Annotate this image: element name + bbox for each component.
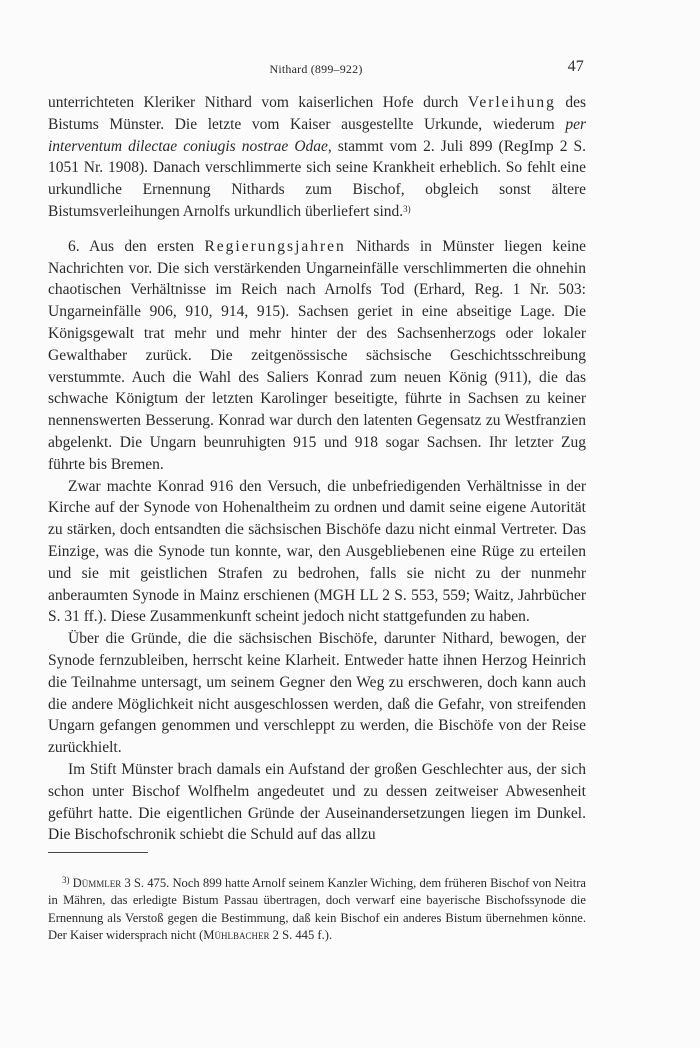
text-run: , stammt vom 2. Juli 899 (RegImp 2 S. 1051 Nr. 1908). Danach verschlimmerte sich seine Krankheit erheblich. So fehlt eine urkundliche Ernennung Nithards zum Bischof, obgleich sonst ältere Bistumsverleihungen Arnolfs urkundlich überliefert sind. <box>48 137 586 220</box>
footnote-marker-number: 3 <box>62 874 67 885</box>
footnote-rule <box>48 852 148 853</box>
text-run: 6. Aus den ersten <box>68 237 205 255</box>
latin-quote: per interventum dilectae coniugis nostrae Odae <box>48 115 586 155</box>
paragraph: Im Stift Münster brach damals ein Aufstand der großen Geschlechter aus, der sich schon unter Bischof Wolfhelm angedeutet und zu dessen zeitweiser Abwesenheit geführt hatte. Die eigentlichen Gründe der Auseinandersetzungen liegen im Dunkel. Die Bischofschronik schiebt die Schuld auf das allzu <box>48 760 586 844</box>
text-run: des Bistums Münster. Die letzte vom Kaiser ausgestellte Urkunde, wiederum <box>48 94 586 133</box>
paragraph-section-6 <box>48 236 586 476</box>
spaced-text: Verleihung <box>467 94 556 111</box>
page-number: 47 <box>567 58 584 75</box>
paragraph-continued <box>48 92 586 223</box>
footnote-ref <box>403 204 411 214</box>
running-title: Nithard (899–922) <box>269 62 363 76</box>
footnote <box>48 875 586 945</box>
text-run: Nithards in Münster liegen keine Nachrichten vor. Die sich verstärkenden Ungarneinfälle verschlimmerten die ohnehin chaotischen Verhältnisse im Reich nach Arnolfs Tod (Erhard, Reg. 1 Nr. 503: Ungarneinfälle 906, 910, 914, 915). Sachsen geriet in eine abseitige Lage. Die Königsgewalt trat mehr und mehr hinter der des Sachsenherzogs oder lokaler Gewalthaber zurück. Die zeitgenössische sächsische Geschichtsschreibung verstummte. Auch die Wahl des Saliers Konrad zum neuen König (911), die das schwache Königtum der letzten Karolinger beseitigte, führte in Sachsen zu keiner nennenswerten Besserung. Konrad war durch den latenten Gegensatz zu Westfranzien abgelenkt. Die Ungarn beunruhigten 915 und 918 sogar Sachsen. Ihr letzter Zug führte bis Bremen. <box>48 237 586 473</box>
footnote-ref-number: 3 <box>403 203 408 214</box>
text-run: 3 S. 475. Noch 899 hatte Arnolf seinem Kanzler Wiching, dem früheren Bischof von Neitra in Mähren, das erledigte Bistum Passau übertragen, doch verwarf eine bayerische Bischofssynode die Ernennung als Verstoß gegen die Bestimmung, daß kein Bischof ein anderes Bistum übernehmen könne. Der Kaiser widersprach nicht ( <box>48 875 586 943</box>
spaced-text: Regierungsjahren <box>204 237 346 255</box>
paragraph: Zwar machte Konrad 916 den Versuch, die unbefriedigenden Verhältnisse in der Kirche auf der Synode von Hohenaltheim zu ordnen und damit seine eigene Autorität zu stärken, doch entsandten die sächsischen Bischöfe dazu nicht einmal Vertreter. Das Einzige, was die Synode tun konnte, war, den Ausgebliebenen eine Rüge zu erteilen und sie mit geistlichen Strafen zu bedrohen, falls sie nicht zu der nunmehr anberaumten Synode in Mainz erschienen (MGH LL 2 S. 553, 559; Waitz, Jahrbücher S. 31 ff.). Diese Zusammenkunft scheint jedoch nicht stattgefunden zu haben. <box>48 477 586 626</box>
author-name: Dümmler <box>72 875 122 890</box>
text-run: unterrichteten Kleriker Nithard vom kaiserlichen Hofe durch <box>48 94 468 111</box>
author-name: Mühlbacher <box>203 928 270 943</box>
body-text <box>48 92 586 846</box>
text-run: 2 S. 445 f.). <box>269 928 333 943</box>
footnote-marker-paren: ) <box>66 874 70 885</box>
footnote-marker <box>62 875 70 885</box>
paragraph: Über die Gründe, die die sächsischen Bischöfe, darunter Nithard, bewogen, der Synode fernzubleiben, herrscht keine Klarheit. Entweder hatte ihnen Herzog Heinrich die Teilnahme untersagt, um seinem Gegner den Weg zu erschweren, doch kann auch die andere Möglichkeit nicht ausgeschlossen werden, daß die Gefahr, von streifenden Ungarn gefangen genommen und verschleppt zu werden, die Bischöfe von der Reise zurückhielt. <box>48 630 586 757</box>
footnote-ref-paren: ) <box>407 203 411 214</box>
